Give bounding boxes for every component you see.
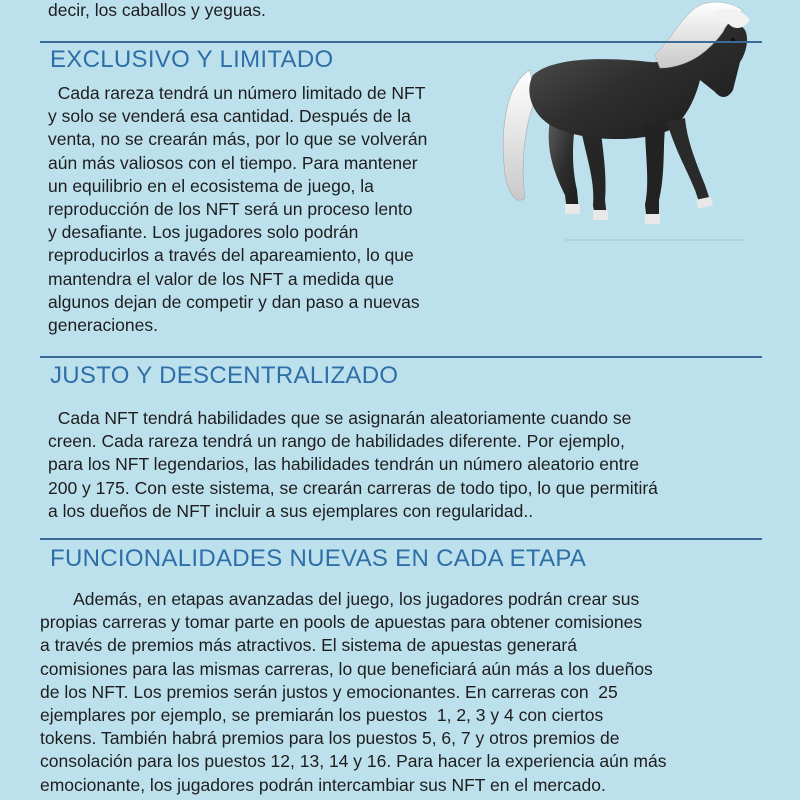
paragraph-line: algunos dejan de competir y dan paso a nuevas [48,291,420,312]
section-title-funcionalidades: FUNCIONALIDADES NUEVAS EN CADA ETAPA [50,545,587,572]
paragraph-line: consolación para los puestos 12, 13, 14 y 16. Para hacer la experiencia aún más [40,751,667,772]
paragraph-line: a través de premios más atractivos. El sistema de apuestas generará [40,635,577,656]
paragraph-line: para los NFT legendarios, las habilidades tendrán un número aleatorio entre [48,454,640,475]
paragraph-line: tokens. También habrá premios para los puestos 5, 6, 7 y otros premios de [40,728,620,749]
section-body-justo [48,407,738,523]
section-divider [40,538,762,540]
section-body-exclusivo [48,82,488,337]
top-fragment: decir, los caballos y yeguas. [48,0,266,20]
paragraph-line: mantendra el valor de los NFT a medida que [48,268,394,289]
paragraph-line: Además, en etapas avanzadas del juego, los jugadores podrán crear sus [40,589,640,609]
horse-illustration [495,0,765,245]
paragraph-line: Cada rareza tendrá un número limitado de NFT [48,83,426,103]
paragraph-line: aún más valiosos con el tiempo. Para mantener [48,152,418,173]
paragraph-line: ejemplares por ejemplo, se premiarán los puestos 1, 2, 3 y 4 con ciertos [40,705,604,726]
paragraph-line: propias carreras y tomar parte en pools de apuestas para obtener comisiones [40,612,643,633]
section-title-exclusivo: EXCLUSIVO Y LIMITADO [50,46,334,73]
paragraph-line: generaciones. [48,315,158,336]
paragraph-line: venta, no se crearán más, por lo que se volverán [48,129,428,150]
paragraph-line: Cada NFT tendrá habilidades que se asignarán aleatoriamente cuando se [48,408,632,428]
paragraph-line: creen. Cada rareza tendrá un rango de habilidades diferente. Por ejemplo, [48,431,625,452]
paragraph-line: comisiones para las mismas carreras, lo que beneficiará aún más a los dueños [40,658,653,679]
paragraph-line: reproducción de los NFT será un proceso lento [48,199,413,220]
paragraph-line: y solo se venderá esa cantidad. Después de la [48,106,411,127]
section-title-justo: JUSTO Y DESCENTRALIZADO [50,362,399,389]
section-divider [40,41,762,43]
paragraph-line: de los NFT. Los premios serán justos y emocionantes. En carreras con 25 [40,681,618,702]
paragraph-line: y desafiante. Los jugadores solo podrán [48,222,359,243]
paragraph-line: a los dueños de NFT incluir a sus ejemplares con regularidad.. [48,500,534,521]
paragraph-line: un equilibrio en el ecosistema de juego, la [48,175,374,196]
section-divider [40,356,762,358]
section-body-funcionalidades [40,588,756,797]
paragraph-line: emocionante, los jugadores podrán intercambiar sus NFT en el mercado. [40,774,606,795]
paragraph-line: 200 y 175. Con este sistema, se crearán carreras de todo tipo, lo que permitirá [48,477,658,498]
paragraph-line: reproducirlos a través del apareamiento, lo que [48,245,414,266]
